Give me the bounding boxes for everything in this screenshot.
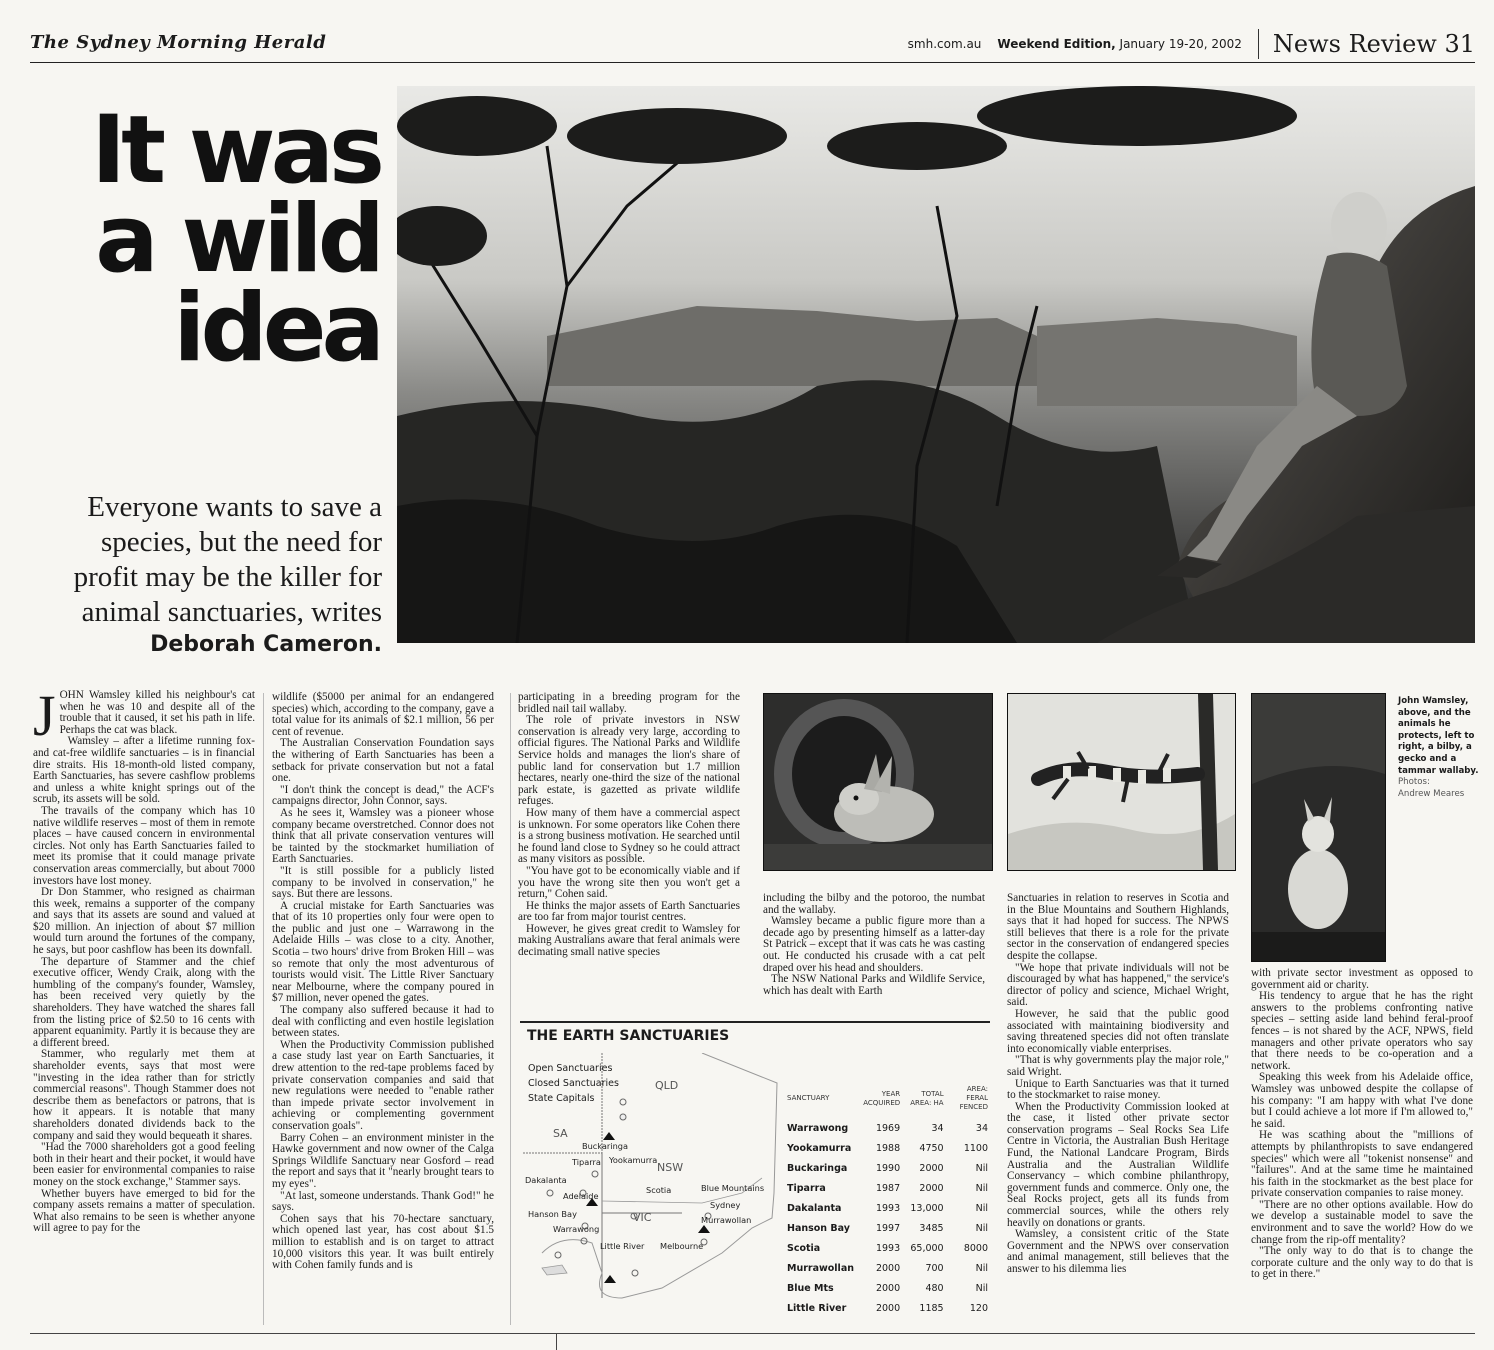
paragraph: When the Productivity Commission published a case study last year on Earth Sanctuaries, it drew attention to the red-tape problems faced by private conservation companies and said that new regulations were needed to "enable rather than impede private sector involvement in achieving or complementing government conservation goals". <box>272 1038 494 1132</box>
sanctuary-name: Dakalanta <box>787 1202 842 1214</box>
column-rule <box>510 693 511 1325</box>
column-header: YEAR ACQUIRED <box>863 1089 901 1107</box>
map-label-hanson-bay: Hanson Bay <box>528 1209 577 1219</box>
paragraph: Cohen says that his 70-hectare sanctuary, which opened last year, has cost about $1.5 million to establish and is on target to attract 10,000 visitors this year. It was built entirely with Cohen family funds and is <box>272 1212 494 1272</box>
table-row <box>785 1258 990 1278</box>
wallaby-photo <box>1251 693 1386 962</box>
table-cell: 34 <box>931 1122 944 1134</box>
table-cell: 34 <box>975 1122 988 1134</box>
table-cell: Nil <box>975 1202 988 1214</box>
caption-credit-label: Photos: <box>1398 777 1430 788</box>
table-cell: 1988 <box>875 1142 901 1154</box>
sanctuary-name: Little River <box>787 1302 847 1314</box>
article-column-3 <box>518 692 740 959</box>
gecko-photo <box>1007 693 1236 871</box>
map-label-tiparra: Tiparra <box>572 1157 601 1167</box>
paragraph: Unique to Earth Sanctuaries was that it turned to the stockmarket to raise money. <box>1007 1077 1229 1102</box>
sanctuary-name: Warrawong <box>787 1122 849 1134</box>
bilby-illustration <box>764 694 992 870</box>
paragraph: A crucial mistake for Earth Sanctuaries was that of its 10 properties only four were open to the public and just one – Warrawong in the Adelaide Hills – was close to a city. Another, Scotia – two hours' drive from Broken Hill – was so remote that only the most adventurous of tourists would visit. The Little River Sanctuary near Melbourne, where the company poured in $7 million, never opened the gates. <box>272 899 494 1005</box>
legend-capitals: State Capitals <box>528 1093 595 1104</box>
paragraph: participating in a breeding program for the bridled nail tail wallaby. <box>518 691 740 715</box>
map-label-dakalanta: Dakalanta <box>525 1175 567 1185</box>
table-cell: 1987 <box>875 1182 901 1194</box>
table-cell: Nil <box>975 1282 988 1294</box>
wallaby-illustration <box>1252 694 1385 961</box>
table-cell: 1993 <box>875 1242 901 1254</box>
table-row <box>785 1198 990 1218</box>
byline: Deborah Cameron. <box>150 632 382 657</box>
table-header-row <box>785 1085 990 1118</box>
state-label-vic: VIC <box>633 1211 652 1224</box>
paragraph: However, he said that the public good associated with maintaining biodiversity and saving threatened species did not often translate into economically viable enterprises. <box>1007 1007 1229 1055</box>
table-cell: 2000 <box>875 1302 901 1314</box>
caption-name: John Wamsley, <box>1398 696 1469 706</box>
paragraph: However, he gives great credit to Wamsley for making Australians aware that feral animals were decimating small native species <box>518 922 740 959</box>
paragraph: Barry Cohen – an environment minister in the Hawke government and now owner of the Calga Springs Wildlife Sanctuary near Gosford – read the report and says that it "nearly brought tears to my eyes". <box>272 1131 494 1190</box>
table-row <box>785 1158 990 1178</box>
map-label-sydney: Sydney <box>710 1200 741 1210</box>
map-label-yookamurra: Yookamurra <box>609 1155 658 1165</box>
table-cell: Nil <box>975 1262 988 1274</box>
table-cell: 120 <box>969 1302 988 1314</box>
table-cell: 2000 <box>875 1282 901 1294</box>
sanctuaries-table <box>785 1085 990 1318</box>
photo-caption <box>1398 696 1480 800</box>
article-column-6 <box>1251 968 1473 1281</box>
paragraph: including the bilby and the potoroo, the numbat and the wallaby. <box>763 892 985 916</box>
paragraph: Speaking this week from his Adelaide office, Wamsley was unbowed despite the collapse of his company: "I am happy with what I've done but I could achieve a lot more if I'm allowed to," he said. <box>1251 1071 1473 1130</box>
footer-tick <box>556 1334 557 1350</box>
map-label-murrawollan: Murrawollan <box>701 1215 752 1225</box>
column-header: SANCTUARY <box>787 1094 830 1102</box>
table-cell: Nil <box>975 1222 988 1234</box>
section-page: News Review 31 <box>1272 30 1475 58</box>
paragraph: wildlife ($5000 per animal for an endangered species) which, according to the company, gave a total value for its animals of $2.1 million, 56 per cent of revenue. <box>272 691 494 738</box>
table-cell: 2000 <box>919 1182 944 1194</box>
bilby-photo <box>763 693 993 871</box>
standfirst: Everyone wants to save a species, but the need for profit may be the killer for animal sanctuaries, writes <box>73 491 382 628</box>
table-cell: 13,000 <box>910 1202 944 1214</box>
table-row <box>785 1178 990 1198</box>
sanctuary-name: Buckaringa <box>787 1162 848 1174</box>
main-photo <box>397 86 1475 643</box>
article-column-2 <box>272 692 494 1272</box>
table-cell: 65,000 <box>910 1242 944 1254</box>
sanctuary-name: Murrawollan <box>787 1262 854 1274</box>
table-cell: 1969 <box>875 1122 901 1134</box>
table-cell: 1100 <box>963 1142 988 1154</box>
table-cell: Nil <box>975 1162 988 1174</box>
paragraph: As he sees it, Wamsley was a pioneer whose company became overstretched. Connor does not think that all private conservation ventures will be tainted by the stockmarket humiliation of Earth Sanctuaries. <box>272 806 494 866</box>
map-label-blue-mountains: Blue Mountains <box>701 1183 765 1193</box>
paragraph: Wamsley became a public figure more than a decade ago by presenting himself as a latter-day St Patrick – except that it was cats he was casting out. He conducted his crusade with a cat pelt draped over his head and shoulders. <box>763 915 985 974</box>
paragraph: The role of private investors in NSW conservation is already very large, according to official figures. The National Parks and Wildlife Service holds and manages the lion's share of public land for conservation but 1.7 million hectares, nearly one-third the size of the national park estate, is gazetted as private wildlife refuges. <box>518 714 740 808</box>
site-url: smh.com.au <box>907 37 982 51</box>
state-label-sa: SA <box>553 1127 568 1140</box>
table-cell: 1997 <box>875 1222 901 1234</box>
map-label-adelaide: Adelaide <box>563 1191 599 1201</box>
table-cell: 3485 <box>919 1222 944 1234</box>
headline-line: a wild <box>95 185 380 294</box>
headline <box>40 96 380 383</box>
paragraph: OHN Wamsley killed his neighbour's cat when he was 10 and despite all of the trouble that it caused, it set his path in life. Perhaps the cat was black. <box>59 689 255 736</box>
sanctuary-name: Yookamurra <box>787 1142 852 1154</box>
paragraph: Dr Don Stammer, who resigned as chairman this week, remains a supporter of the company and says that its assets are sound and valued at $20 million. An injection of about $7 million would turn around the fortunes of the company, he says, but poor cashflow has been its downfall. <box>33 886 255 957</box>
landscape-photo-illustration <box>397 86 1475 643</box>
edition-info <box>997 37 1241 51</box>
table-cell: 1993 <box>875 1202 901 1214</box>
paragraph: Sanctuaries in relation to reserves in Scotia and in the Blue Mountains and Southern Highlands, says that it had hoped for success. The NPWS still believes that there is a role for the private sector in the conservation of endangered species despite the collapse. <box>1007 892 1229 962</box>
table-cell: 700 <box>925 1262 944 1274</box>
table-cell: 1185 <box>919 1302 944 1314</box>
column-rule <box>263 693 264 1325</box>
table-row <box>785 1238 990 1258</box>
sanctuary-name: Blue Mts <box>787 1282 834 1294</box>
table-body <box>785 1118 990 1318</box>
newspaper-name: The Sydney Morning Herald <box>30 32 327 53</box>
table-row <box>785 1298 990 1318</box>
paragraph: The NSW National Parks and Wildlife Service, which has dealt with Earth <box>763 973 985 997</box>
map-label-scotia: Scotia <box>646 1185 672 1195</box>
sanctuary-name: Scotia <box>787 1242 821 1254</box>
table-row <box>785 1118 990 1138</box>
article-column-5 <box>1007 893 1229 1276</box>
paragraph: "I don't think the concept is dead," the ACF's campaigns director, John Connor, says. <box>272 783 494 808</box>
state-label-nsw: NSW <box>657 1161 684 1174</box>
footer-rule <box>30 1333 1475 1334</box>
map-label-little-river: Little River <box>600 1241 645 1251</box>
earth-sanctuaries-box <box>520 1021 990 1323</box>
paragraph: He was scathing about the "millions of attempts by philanthropists to save endangered species" which were all "tokenist nonsense" and "failures". And at the same time he maintained his faith in the stockmarket as the best place for private conservation companies to raise money. <box>1251 1129 1473 1200</box>
column-header: TOTAL AREA: HA <box>910 1089 944 1107</box>
paragraph: with private sector investment as opposed to government aid or charity. <box>1251 967 1473 991</box>
masthead <box>30 28 1475 63</box>
table-cell: 2000 <box>875 1262 901 1274</box>
table-row <box>785 1138 990 1158</box>
paragraph: The company also suffered because it had to deal with conflicting and even hostile legislation between states. <box>272 1004 494 1040</box>
paragraph: "There are no other options available. How do we develop a sustainable model to save the environment and to save the world? How do we change from the rip-off mentality? <box>1251 1198 1473 1246</box>
table-cell: 2000 <box>919 1162 944 1174</box>
box-title: THE EARTH SANCTUARIES <box>527 1028 730 1044</box>
map-label-melbourne: Melbourne <box>660 1241 704 1251</box>
paragraph: "It is still possible for a publicly listed company to be involved in conservation," he says. But there are lessons. <box>272 864 494 901</box>
table-cell: Nil <box>975 1182 988 1194</box>
masthead-divider <box>1258 29 1259 59</box>
headline-line: idea <box>173 274 380 383</box>
map-label-warrawong: Warrawong <box>553 1224 600 1234</box>
sanctuary-name: Tiparra <box>787 1182 826 1194</box>
table-cell: 1990 <box>875 1162 901 1174</box>
paragraph: "We hope that private individuals will not be discouraged by what has happened," the service's director of policy and science, Michael Wright, said. <box>1007 961 1229 1009</box>
drop-cap: J <box>33 683 56 748</box>
paragraph: Wamsley – after a lifetime running fox- and cat-free wildlife sanctuaries – is in financial dire straits. His 18-month-old listed company, Earth Sanctuaries, has severe cashflow problems and unless a white knight springs out of the scrub, its assets will be sold. <box>33 735 255 806</box>
legend-open: Open Sanctuaries <box>528 1063 613 1074</box>
edition-date: January 19-20, 2002 <box>1119 37 1242 51</box>
paragraph: Whether buyers have emerged to bid for the company assets remains a matter of speculation. What also remains to be seen is whether anyone will agree to pay for the <box>33 1187 255 1235</box>
article-column-1 <box>33 683 255 1235</box>
table-cell: 4750 <box>919 1142 944 1154</box>
paragraph: "The only way to do that is to change the corporate culture and the only way to do that is to get in there." <box>1251 1245 1473 1281</box>
paragraph: When the Productivity Commission looked at the case, it listed other private sector conservation programs – Seal Rocks Sea Life Centre in Victoria, the Australian Bush Heritage Fund, the National Landcare Program, Birds Australia and the Australian Wildlife Conservancy – which combine philanthropy, government funds and commerce. Only one, the Seal Rocks project, gets all its funds from commercial sources, while the others rely heavily on donations or grants. <box>1007 1100 1229 1229</box>
paragraph: "At last, someone understands. Thank God!" he says. <box>272 1189 494 1214</box>
headline-line: It was <box>91 96 380 205</box>
paragraph: His tendency to argue that he has the right answers to the problems confronting native species – setting aside land behind feral-proof fences – is not shared by the ACF, NPWS, field managers and other private operators who say that there needs to be co-operation and a network. <box>1251 990 1473 1072</box>
paragraph: How many of them have a commercial aspect is unknown. For some operators like Cohen there is a strong business motivation. He searched until he found land close to Sydney so he could attract as many visitors as possible. <box>518 806 740 866</box>
paragraph: The travails of the company which has 10 native wildlife reserves – most of them in remote places – have caused concern in environmental circles. Not only has Earth Sanctuaries failed to meet its promise that it could manage private conservation areas commercially, but about 7000 investors have lost money. <box>33 804 255 887</box>
state-label-qld: QLD <box>655 1079 679 1092</box>
paragraph: The Australian Conservation Foundation says the withering of Earth Sanctuaries has been a setback for private conservation but not a fatal one. <box>272 737 494 785</box>
table-cell: 480 <box>925 1282 944 1294</box>
paragraph: The departure of Stammer and the chief executive officer, Wendy Craik, along with the humbling of the company's founder, Wamsley, has been received very quietly by the shareholders. They have watched the shares fall from the listing price of $2.50 to 16 cents with apparent equanimity. Partly it is because they are a different breed. <box>33 955 255 1049</box>
column-header: AREA: FERAL FENCED <box>959 1085 988 1111</box>
paragraph: Wamsley, a consistent critic of the State Government and the NPWS over conservation and animal management, still believes that the answer to his dilemma lies <box>1007 1228 1229 1275</box>
map-label-buckaringa: Buckaringa <box>582 1141 628 1151</box>
paragraph: "Had the 7000 shareholders got a good feeling both in their heart and their pocket, it would have been easier for environmental companies to raise money on the stock exchange," Stammer says. <box>33 1141 255 1188</box>
paragraph: Stammer, who regularly met them at shareholder events, says that most were "investing in the idea rather than for strictly commercial reasons". Though Stammer does not describe them as benefactors or patrons, that is how it appears. It is notable that many shareholders donated dividends back to the company and said they would bequeath it shares. <box>33 1048 255 1142</box>
masthead-right <box>908 28 1475 60</box>
map-legend <box>528 1061 619 1106</box>
sanctuary-name: Hanson Bay <box>787 1222 850 1234</box>
table-cell: 8000 <box>963 1242 988 1254</box>
paragraph: He thinks the major assets of Earth Sanctuaries are too far from major tourist centres. <box>518 899 740 924</box>
legend-closed: Closed Sanctuaries <box>528 1078 619 1089</box>
table-row <box>785 1278 990 1298</box>
caption-credit: Andrew Meares <box>1398 788 1465 799</box>
article-column-4 <box>763 893 985 997</box>
caption-text: above, and the animals he protects, left to right, a bilby, a gecko and a tammar wallaby. <box>1398 707 1479 776</box>
gecko-illustration <box>1008 694 1235 870</box>
paragraph: "That is why governments play the major role," said Wright. <box>1007 1054 1229 1078</box>
table-row <box>785 1218 990 1238</box>
paragraph: "You have got to be economically viable and if you have the wrong site then you won't get a return," Cohen said. <box>518 864 740 901</box>
edition-label: Weekend Edition, <box>997 37 1116 51</box>
